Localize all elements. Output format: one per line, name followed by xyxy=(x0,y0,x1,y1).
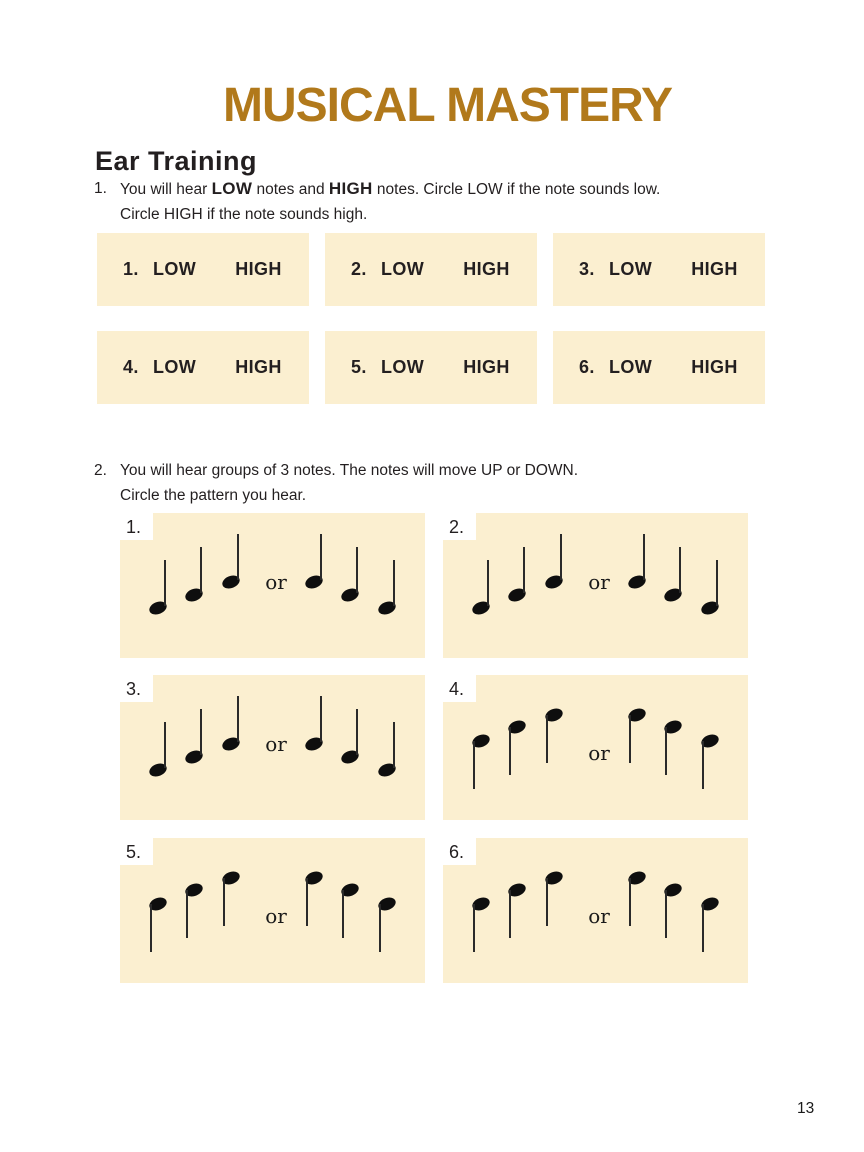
note-stem xyxy=(223,878,225,926)
item-number: 2. xyxy=(351,259,367,279)
item-number: 5. xyxy=(126,842,142,862)
note-stem xyxy=(643,534,645,580)
exercise1-instruction-line2: Circle HIGH if the note sounds high. xyxy=(120,206,368,223)
pattern-answer-box xyxy=(120,838,425,983)
option-low[interactable]: LOW xyxy=(381,259,425,279)
option-low[interactable]: LOW xyxy=(153,259,197,279)
note-stem xyxy=(164,560,166,606)
note-stem xyxy=(393,722,395,768)
item-number: 3. xyxy=(126,679,142,699)
or-label: or xyxy=(588,904,610,928)
option-high[interactable]: HIGH xyxy=(463,259,510,279)
low-high-answer-box xyxy=(325,233,537,306)
note-pattern-ascending[interactable] xyxy=(463,675,595,820)
page-number: 13 xyxy=(797,1100,815,1117)
item-number: 3. xyxy=(579,259,595,279)
or-label: or xyxy=(265,732,287,756)
item-number: 4. xyxy=(123,357,139,377)
option-high[interactable]: HIGH xyxy=(235,357,282,377)
low-high-answer-box xyxy=(97,233,309,306)
exercise1-instruction-line1: You will hear LOW notes and HIGH notes. Circle LOW if the note sounds low. xyxy=(120,179,661,198)
note-stem xyxy=(509,727,511,775)
pattern-answer-box xyxy=(443,838,748,983)
exercise2-instruction-line1: You will hear groups of 3 notes. The notes will move UP or DOWN. xyxy=(120,462,579,479)
item-number: 4. xyxy=(449,679,465,699)
pattern-answer-box xyxy=(443,513,748,658)
note-stem xyxy=(716,560,718,606)
option-low[interactable]: LOW xyxy=(609,357,653,377)
note-stem xyxy=(523,547,525,593)
note-stem xyxy=(546,878,548,926)
item-number: 5. xyxy=(351,357,367,377)
low-high-answer-box xyxy=(553,233,765,306)
note-pattern-descending[interactable] xyxy=(296,838,428,983)
item-number: 6. xyxy=(449,842,465,862)
or-label: or xyxy=(265,570,287,594)
low-high-answer-box xyxy=(97,331,309,404)
or-label: or xyxy=(588,570,610,594)
item-number: 1. xyxy=(126,517,142,537)
note-stem xyxy=(473,741,475,789)
option-high[interactable]: HIGH xyxy=(691,259,738,279)
or-label: or xyxy=(588,741,610,765)
low-high-answer-box xyxy=(325,331,537,404)
note-stem xyxy=(150,904,152,952)
pattern-answer-box xyxy=(120,675,425,820)
note-stem xyxy=(320,696,322,742)
note-stem xyxy=(509,890,511,938)
note-stem xyxy=(679,547,681,593)
item-number: 2. xyxy=(449,517,465,537)
or-label: or xyxy=(265,904,287,928)
note-stem xyxy=(237,534,239,580)
note-stem xyxy=(665,890,667,938)
note-stem xyxy=(164,722,166,768)
note-pattern-ascending[interactable] xyxy=(140,513,272,658)
note-stem xyxy=(320,534,322,580)
item-number: 1. xyxy=(123,259,139,279)
note-stem xyxy=(665,727,667,775)
note-pattern-descending[interactable] xyxy=(619,513,751,658)
note-stem xyxy=(560,534,562,580)
note-pattern-ascending[interactable] xyxy=(140,838,272,983)
note-stem xyxy=(306,878,308,926)
pattern-answer-box xyxy=(443,675,748,820)
note-pattern-ascending[interactable] xyxy=(463,513,595,658)
item-number: 6. xyxy=(579,357,595,377)
note-stem xyxy=(629,715,631,763)
note-pattern-ascending[interactable] xyxy=(140,675,272,820)
note-stem xyxy=(342,890,344,938)
note-stem xyxy=(393,560,395,606)
note-stem xyxy=(487,560,489,606)
note-stem xyxy=(200,547,202,593)
note-stem xyxy=(473,904,475,952)
page-title: MUSICAL MASTERY xyxy=(223,79,673,132)
option-low[interactable]: LOW xyxy=(381,357,425,377)
note-stem xyxy=(356,709,358,755)
note-stem xyxy=(379,904,381,952)
note-pattern-descending[interactable] xyxy=(619,838,751,983)
note-pattern-descending[interactable] xyxy=(619,675,751,820)
pattern-answer-box xyxy=(120,513,425,658)
note-stem xyxy=(200,709,202,755)
exercise2-instruction-line2: Circle the pattern you hear. xyxy=(120,487,307,504)
option-low[interactable]: LOW xyxy=(153,357,197,377)
note-stem xyxy=(237,696,239,742)
note-pattern-descending[interactable] xyxy=(296,513,428,658)
section-heading: Ear Training xyxy=(95,146,258,176)
note-stem xyxy=(546,715,548,763)
exercise1-instruction xyxy=(94,176,660,227)
note-stem xyxy=(356,547,358,593)
exercise2-number: 2. xyxy=(94,462,107,479)
note-stem xyxy=(702,741,704,789)
option-high[interactable]: HIGH xyxy=(235,259,282,279)
note-pattern-descending[interactable] xyxy=(296,675,428,820)
exercise2-instruction xyxy=(94,458,578,508)
option-high[interactable]: HIGH xyxy=(463,357,510,377)
note-stem xyxy=(702,904,704,952)
note-stem xyxy=(629,878,631,926)
low-high-answer-box xyxy=(553,331,765,404)
option-low[interactable]: LOW xyxy=(609,259,653,279)
exercise1-number: 1. xyxy=(94,180,107,197)
note-stem xyxy=(186,890,188,938)
note-pattern-ascending[interactable] xyxy=(463,838,595,983)
option-high[interactable]: HIGH xyxy=(691,357,738,377)
